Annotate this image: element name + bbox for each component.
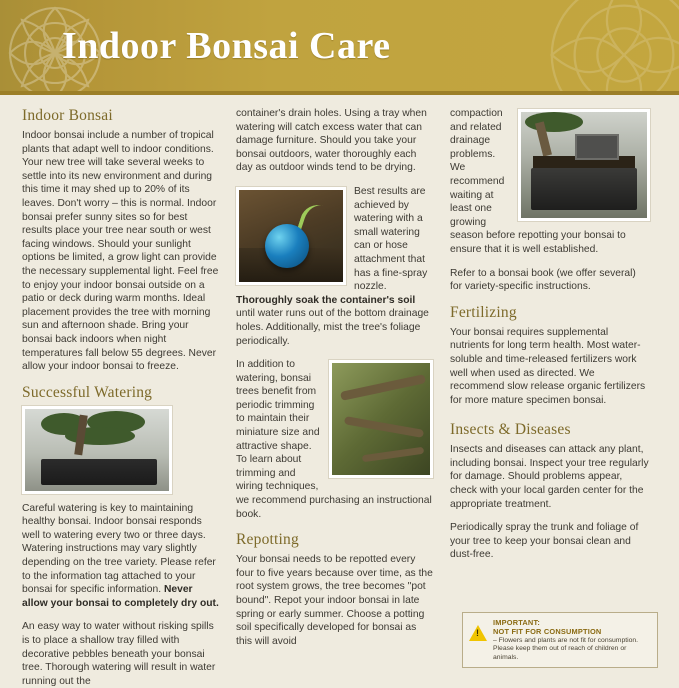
warning-body: – Flowers and plants are not fit for consumption. Please keep them out of reach of children or animals.	[493, 637, 639, 661]
paragraph-watering-1	[22, 502, 219, 611]
warning-triangle-icon	[469, 625, 487, 641]
paragraph-indoor-bonsai: Indoor bonsai include a number of tropical plants that adapt well to indoor conditions. Your new tree will take several weeks to settle into its new environment and during this time it may shed up to 20% of its leaves. Don't worry – this is normal. Indoor bonsai prefer sunny sites so for best results place your tree near south or west facing windows. Should your sunlight options be limited, a grow light can provide the necessary supplemental light. Feel free to enjoy your indoor bonsai outside on a patio or deck during warm months. Ideal placement provides the tree with morning sun and afternoon shade. Bring your bonsai back indoors when night temperatures fall below 55 degrees. Never allow your indoor bonsai to freeze.	[22, 130, 219, 373]
paragraph-refer-book: Refer to a bonsai book (we offer several) for variety-specific instructions.	[450, 267, 636, 293]
warning-title-main: NOT FIT FOR CONSUMPTION	[493, 627, 602, 636]
warning-title	[493, 618, 651, 636]
paragraph-trimming: In addition to watering, bonsai trees benefit from periodic trimming to maintain their miniature size and attractive shape. To learn about trimming and wiring techniques, we recommend purchasing an instructional book.	[236, 359, 432, 520]
column-right	[450, 107, 650, 679]
paragraph-repotting: Your bonsai needs to be repotted every four to five years because over time, as the root system grows, the tree becomes "pot bound". Repot your indoor bonsai in late spring or early summer. Choose a potting soil specifically developed for bonsai as this will avoid	[236, 554, 433, 647]
best-results-text-2: until water runs out of the bottom drainage holes. Additionally, mist the tree's foliage periodically.	[236, 308, 429, 347]
page-title: Indoor Bonsai Care	[62, 25, 391, 67]
best-results-text-1: Best results are achieved by watering with a small watering can or hose attachment that has a fine-spray nozzle.	[354, 185, 428, 293]
warning-box	[462, 612, 658, 668]
paragraph-compaction: compaction and related drainage problems. We recommend waiting at least one growing season before repotting your bonsai to ensure that it is well established.	[450, 108, 626, 255]
heading-repotting: Repotting	[236, 531, 299, 549]
paragraph-insects-1: Insects and diseases can attack any plant, including bonsai. Inspect your tree regularly for damage. Should problems appear, check with your local garden center for the appropriate treatment.	[450, 444, 649, 510]
heading-insects-diseases: Insects & Diseases	[450, 421, 571, 439]
column-left	[22, 107, 219, 687]
paragraph-fertilizing: Your bonsai requires supplemental nutrients for long term health. Most water-soluble and time-released fertilizers work well when used as directed. We recommend slow release organic fertilizers for more mature specimen bonsai.	[450, 326, 646, 406]
watering-ball-photo	[236, 187, 346, 285]
heading-successful-watering: Successful Watering	[22, 383, 153, 401]
floral-ornament-secondary-icon	[529, 0, 679, 95]
bonsai-pot-photo	[22, 406, 172, 494]
page-header	[0, 0, 679, 95]
column-middle	[236, 107, 433, 679]
heading-fertilizing: Fertilizing	[450, 303, 517, 321]
paragraph-insects-2: Periodically spray the trunk and foliage of your tree to keep your bonsai clean and dust-free.	[450, 522, 639, 561]
watering-text-bold: Never allow your bonsai to completely dry out.	[22, 584, 219, 609]
watering-text-plain: Careful watering is key to maintaining healthy bonsai. Indoor bonsai responds well to watering every two or three days. Watering instructions may vary slightly depending on the tree variety. Please refer to the information tag attached to your bonsai for specific information.	[22, 502, 216, 596]
paragraph-drain-holes: container's drain holes. Using a tray when watering will catch excess water that can damage furniture. Should you take your bonsai outdoors, water thoroughly each day as outdoor winds tend to be drying.	[236, 108, 427, 174]
warning-title-important: IMPORTANT:	[493, 618, 541, 627]
best-results-text-bold: Thoroughly soak the container's soil	[236, 294, 416, 306]
heading-indoor-bonsai: Indoor Bonsai	[22, 107, 113, 124]
branch-closeup-photo	[329, 360, 433, 478]
pot-drainage-photo	[518, 109, 650, 221]
content-area	[0, 95, 679, 687]
paragraph-watering-2: An easy way to water without risking spills is to place a shallow tray filled with decorative pebbles beneath your bonsai tree. Thorough watering will result in water running out the	[22, 621, 216, 687]
